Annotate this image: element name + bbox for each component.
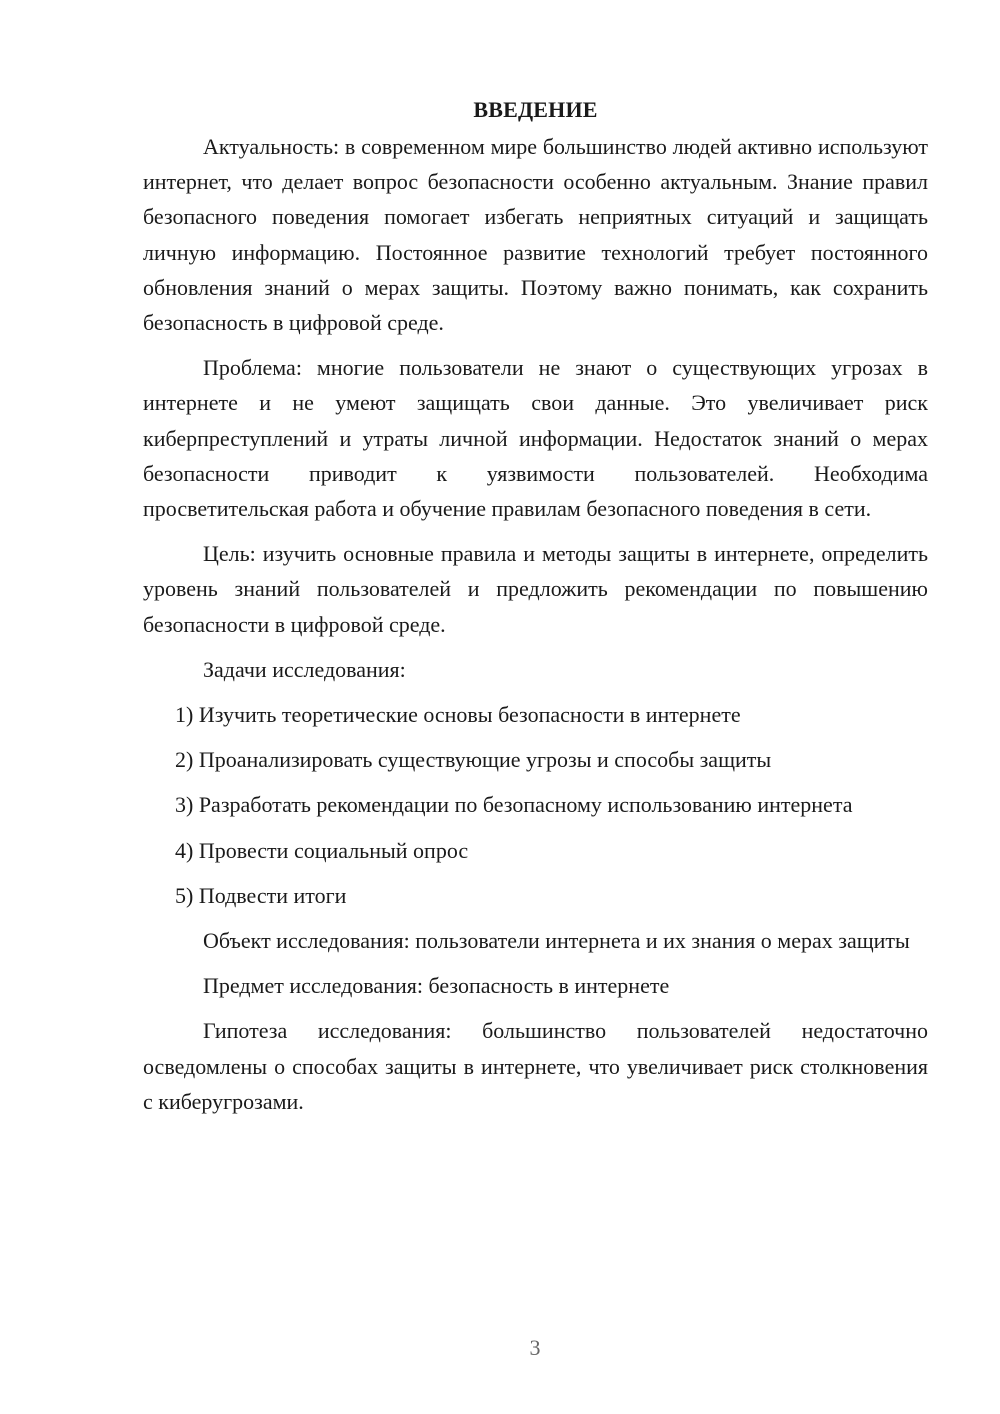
page-number: 3 [529, 1335, 541, 1360]
paragraph-problem: Проблема: многие пользователи не знают о существующих угрозах в интернете и не умеют защищать свои данные. Это увеличивает риск киберпреступлений и утраты личной информации. Недостаток знаний о мерах безопасности приводит к уязвимости пользователей. Необходима просветительская работа и обучение правилам безопасного поведения в сети. [143, 355, 928, 522]
document-page [143, 92, 928, 1119]
page-title: ВВЕДЕНИЕ [473, 97, 598, 122]
tasks-list [143, 697, 928, 913]
list-item: 1) Изучить теоретические основы безопасности в интернете [175, 702, 741, 728]
list-item: 3) Разработать рекомендации по безопасному использованию интернета [175, 792, 853, 818]
paragraph-hypothesis: Гипотеза исследования: большинство пользователей недостаточно осведомлены о способах защиты в интернете, что увеличивает риск столкновения с киберугрозами. [143, 1018, 928, 1114]
list-item: 5) Подвести итоги [175, 882, 347, 908]
paragraph-object: Объект исследования: пользователи интернета и их знания о мерах защиты [203, 928, 910, 954]
paragraph-relevance: Актуальность: в современном мире большинство людей активно используют интернет, что делает вопрос безопасности особенно актуальным. Знание правил безопасного поведения помогает избегать неприятных ситуаций и защищать личную информацию. Постоянное развитие технологий требует постоянного обновления знаний о мерах защиты. Поэтому важно понимать, как сохранить безопасность в цифровой среде. [143, 134, 928, 336]
paragraph-subject: Предмет исследования: безопасность в интернете [203, 973, 670, 999]
list-item: 2) Проанализировать существующие угрозы и способы защиты [175, 747, 772, 773]
tasks-heading: Задачи исследования: [203, 656, 406, 682]
list-item: 4) Провести социальный опрос [175, 837, 469, 863]
paragraph-goal: Цель: изучить основные правила и методы защиты в интернете, определить уровень знаний пользователей и предложить рекомендации по повышению безопасности в цифровой среде. [143, 541, 928, 637]
